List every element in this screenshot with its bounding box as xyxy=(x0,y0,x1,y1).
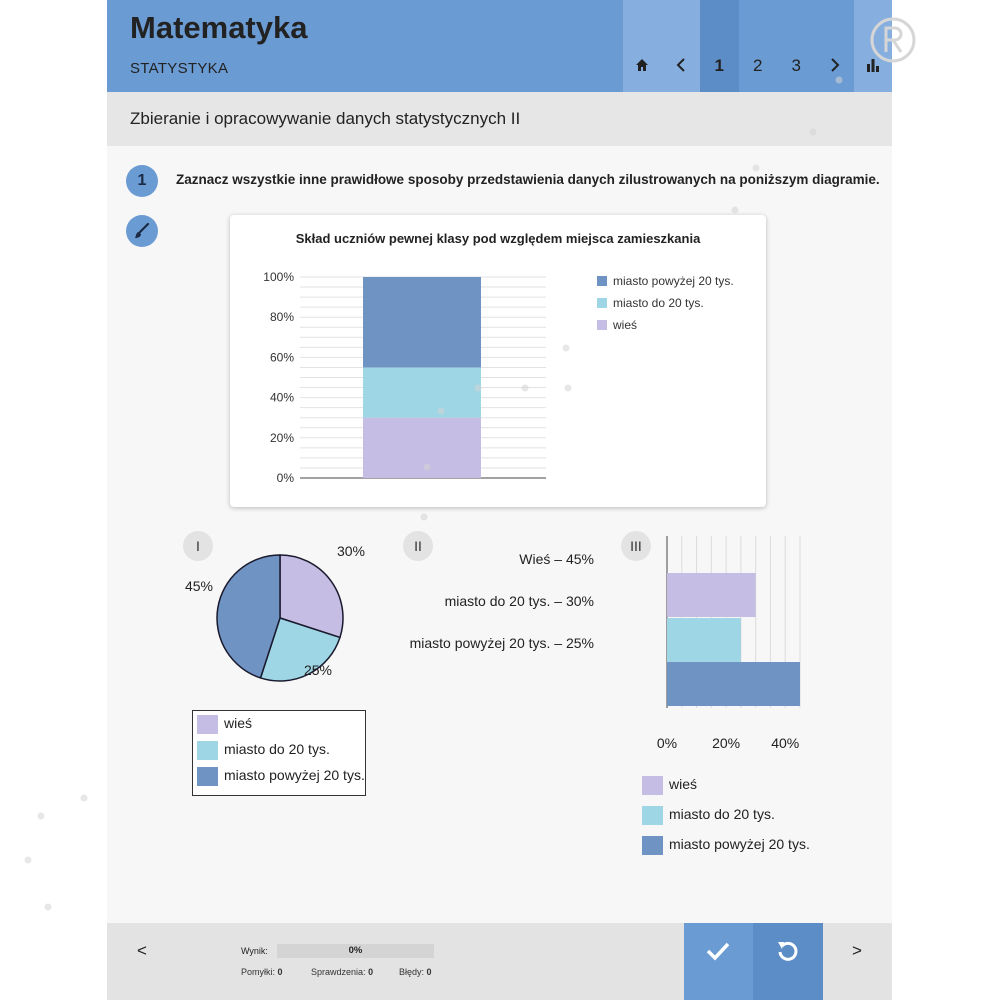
legend-item: miasto do 20 tys. xyxy=(197,741,330,761)
legend-label: miasto do 20 tys. xyxy=(613,296,704,310)
x-tick-label: 0% xyxy=(656,735,678,751)
chart-title: Skład uczniów pewnej klasy pod względem miejsca zamieszkania xyxy=(295,231,701,246)
mistakes-stat: Pomyłki: 0 xyxy=(241,967,283,977)
exercise-content xyxy=(107,146,892,923)
y-tick-label: 60% xyxy=(269,350,294,365)
header xyxy=(107,0,892,92)
errors-stat: Błędy: 0 xyxy=(399,967,432,977)
checkmark-icon xyxy=(706,941,730,961)
score-label: Wynik: xyxy=(241,946,268,956)
exercise-app xyxy=(107,0,892,1000)
main-chart-card xyxy=(230,215,766,507)
score-value: 0% xyxy=(348,945,363,956)
bar xyxy=(667,618,741,662)
score-progress-bar xyxy=(277,944,434,958)
option-II-line: Wieś – 45% xyxy=(519,551,594,567)
page-3-button[interactable]: 3 xyxy=(777,0,816,92)
prev-page-button[interactable] xyxy=(662,0,701,92)
legend-swatch xyxy=(597,276,607,286)
stats-button[interactable] xyxy=(854,0,892,92)
reset-icon xyxy=(776,939,800,963)
y-tick-label: 40% xyxy=(269,390,294,405)
bar-segment xyxy=(363,367,481,417)
bar-segment xyxy=(363,277,481,367)
y-tick-label: 20% xyxy=(269,430,294,445)
bar-segment xyxy=(363,418,481,478)
bar xyxy=(667,662,800,706)
pie-value-label: 30% xyxy=(336,543,366,559)
footer xyxy=(107,923,892,1000)
checks-stat: Sprawdzenia: 0 xyxy=(311,967,374,977)
exercise-number-badge: 1 xyxy=(126,165,158,197)
legend-swatch xyxy=(197,741,218,760)
legend-item: wieś xyxy=(197,715,252,735)
check-answer-button[interactable] xyxy=(684,923,753,1000)
option-II-line: miasto powyżej 20 tys. – 25% xyxy=(409,635,594,651)
pie-value-label: 25% xyxy=(303,662,333,678)
next-page-button[interactable] xyxy=(816,0,855,92)
home-icon xyxy=(635,58,649,72)
pie-chart-option-I[interactable] xyxy=(177,531,377,711)
horizontal-bar-chart-option-III[interactable] xyxy=(627,536,837,756)
option-I-badge[interactable]: I xyxy=(183,531,213,561)
lesson-title-bar xyxy=(107,92,892,146)
chevron-right-icon xyxy=(830,58,840,72)
next-exercise-button[interactable]: > xyxy=(852,941,862,960)
legend-swatch xyxy=(642,776,663,795)
page-navigation xyxy=(623,0,892,92)
legend-swatch xyxy=(197,767,218,786)
y-tick-label: 100% xyxy=(263,270,294,284)
brush-icon xyxy=(133,222,151,240)
legend-item: miasto powyżej 20 tys. xyxy=(197,767,365,787)
legend-label: miasto powyżej 20 tys. xyxy=(613,274,734,288)
legend-swatch xyxy=(642,836,663,855)
page-1-button[interactable]: 1 xyxy=(700,0,739,92)
option-II-badge[interactable]: II xyxy=(403,531,433,561)
y-tick-label: 0% xyxy=(276,471,294,485)
pie-value-label: 45% xyxy=(184,578,214,594)
legend-swatch xyxy=(597,298,607,308)
stacked-bar-chart xyxy=(230,215,766,507)
bar-chart-icon xyxy=(866,58,880,72)
y-tick-label: 80% xyxy=(269,310,294,325)
reset-button[interactable] xyxy=(753,923,823,1000)
app-subtitle: STATYSTYKA xyxy=(130,60,229,77)
hbar-legend-item: wieś xyxy=(642,776,697,795)
page-2-button[interactable]: 2 xyxy=(739,0,778,92)
exercise-instruction: Zaznacz wszystkie inne prawidłowe sposoby przedstawienia danych zilustrowanych na poniższym diagramie. xyxy=(176,172,880,187)
bar xyxy=(667,573,756,617)
x-tick-label: 40% xyxy=(771,735,800,751)
legend-swatch xyxy=(597,320,607,330)
option-II-line: miasto do 20 tys. – 30% xyxy=(444,593,594,609)
hbar-legend-item: miasto do 20 tys. xyxy=(642,806,775,825)
option-III-badge[interactable]: III xyxy=(621,531,651,561)
app-title: Matematyka xyxy=(130,10,308,45)
chevron-left-icon xyxy=(676,58,686,72)
pie-legend xyxy=(192,710,366,796)
legend-swatch xyxy=(642,806,663,825)
legend-label: wieś xyxy=(613,318,638,332)
prev-exercise-button[interactable]: < xyxy=(137,941,147,960)
lesson-title: Zbieranie i opracowywanie danych statystycznych II xyxy=(130,109,521,128)
home-button[interactable] xyxy=(623,0,662,92)
hbar-legend-item: miasto powyżej 20 tys. xyxy=(642,836,810,855)
x-tick-label: 20% xyxy=(712,735,741,751)
draw-tool-button[interactable] xyxy=(126,215,158,247)
legend-swatch xyxy=(197,715,218,734)
